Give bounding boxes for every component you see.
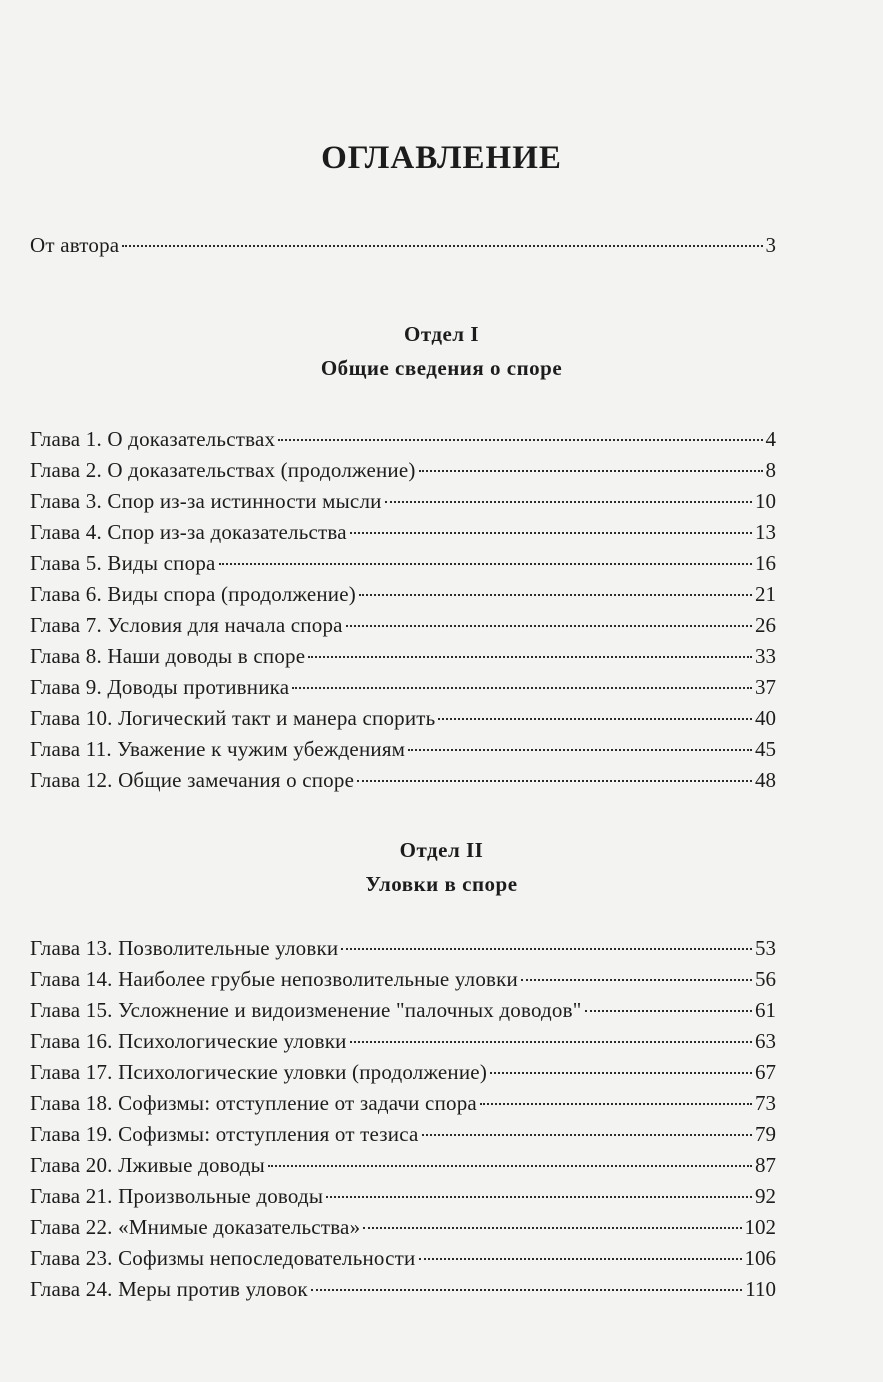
toc-entry-page: 4 bbox=[765, 427, 776, 451]
toc-entry-chapter bbox=[30, 734, 776, 764]
toc-entry-label: Глава 7. Условия для начала спора bbox=[30, 613, 343, 637]
section-1-name: Общие сведения о споре bbox=[320, 356, 563, 380]
toc-entry-label: От автора bbox=[30, 233, 120, 257]
toc-entry-page: 67 bbox=[755, 1060, 776, 1084]
section-2-name: Уловки в споре bbox=[365, 872, 518, 896]
toc-entry-label: Глава 1. О доказательствах bbox=[30, 427, 276, 451]
toc-entry-page: 10 bbox=[755, 489, 776, 513]
toc-entry-chapter bbox=[30, 641, 776, 671]
dot-leader bbox=[408, 748, 752, 751]
toc-entry-label: Глава 19. Софизмы: отступления от тезиса bbox=[30, 1122, 419, 1146]
toc-entry-label: Глава 17. Психологические уловки (продолжение) bbox=[30, 1060, 488, 1084]
dot-leader bbox=[350, 531, 752, 534]
toc-entry-page: 8 bbox=[765, 458, 776, 482]
toc-entry-chapter bbox=[30, 703, 776, 733]
toc-entry-page: 26 bbox=[755, 613, 776, 637]
toc-entry-label: Глава 18. Софизмы: отступление от задачи спора bbox=[30, 1091, 477, 1115]
toc-entry-label: Глава 15. Усложнение и видоизменение "палочных доводов" bbox=[30, 998, 582, 1022]
toc-entry-chapter bbox=[30, 486, 776, 516]
toc-entry-chapter bbox=[30, 548, 776, 578]
toc-entry-page: 48 bbox=[755, 768, 776, 792]
toc-entry-page: 16 bbox=[755, 551, 776, 575]
dot-leader bbox=[268, 1164, 752, 1167]
toc-entry-page: 13 bbox=[755, 520, 776, 544]
dot-leader bbox=[292, 686, 752, 689]
toc-entry-chapter bbox=[30, 579, 776, 609]
toc-entry-page: 87 bbox=[755, 1153, 776, 1177]
toc-entry-label: Глава 13. Позволительные уловки bbox=[30, 936, 339, 960]
toc-entry-label: Глава 23. Софизмы непоследовательности bbox=[30, 1246, 416, 1270]
toc-entry-chapter bbox=[30, 610, 776, 640]
toc-entry-chapter bbox=[30, 1150, 776, 1180]
dot-leader bbox=[422, 1133, 752, 1136]
toc-entry-page: 106 bbox=[744, 1246, 776, 1270]
toc-entry-label: Глава 12. Общие замечания о споре bbox=[30, 768, 355, 792]
toc-entry-chapter bbox=[30, 964, 776, 994]
toc-entry-chapter bbox=[30, 424, 776, 454]
toc-entry-page: 79 bbox=[755, 1122, 776, 1146]
toc-entry-page: 61 bbox=[755, 998, 776, 1022]
toc-entry-chapter bbox=[30, 1026, 776, 1056]
toc-entry-page: 3 bbox=[765, 233, 776, 257]
dot-leader bbox=[122, 244, 762, 247]
dot-leader bbox=[346, 624, 752, 627]
toc-entry-page: 53 bbox=[755, 936, 776, 960]
dot-leader bbox=[585, 1009, 752, 1012]
toc-entry-page: 33 bbox=[755, 644, 776, 668]
toc-entry-chapter bbox=[30, 455, 776, 485]
toc-entry-page: 63 bbox=[755, 1029, 776, 1053]
toc-entry-label: Глава 11. Уважение к чужим убеждениям bbox=[30, 737, 406, 761]
toc-entry-label: Глава 22. «Мнимые доказательства» bbox=[30, 1215, 361, 1239]
section-1-number: Отдел I bbox=[403, 322, 480, 346]
dot-leader bbox=[438, 717, 752, 720]
toc-entry-chapter bbox=[30, 1057, 776, 1087]
toc-entry-label: Глава 14. Наиболее грубые непозволительные уловки bbox=[30, 967, 518, 991]
toc-entry-chapter bbox=[30, 1212, 776, 1242]
toc-entry-label: Глава 20. Лживые доводы bbox=[30, 1153, 265, 1177]
toc-entry-chapter bbox=[30, 517, 776, 547]
dot-leader bbox=[311, 1288, 742, 1291]
toc-entry-chapter bbox=[30, 1119, 776, 1149]
toc-entry-chapter bbox=[30, 765, 776, 795]
dot-leader bbox=[480, 1102, 752, 1105]
toc-entry-chapter bbox=[30, 1243, 776, 1273]
toc-entry-chapter bbox=[30, 1181, 776, 1211]
section-2-number: Отдел II bbox=[399, 838, 484, 862]
toc-entry-label: Глава 4. Спор из-за доказательства bbox=[30, 520, 347, 544]
toc-entry-label: Глава 10. Логический такт и манера спорить bbox=[30, 706, 436, 730]
toc-entry-page: 73 bbox=[755, 1091, 776, 1115]
toc-entry-page: 21 bbox=[755, 582, 776, 606]
dot-leader bbox=[219, 562, 752, 565]
toc-entry-page: 40 bbox=[755, 706, 776, 730]
dot-leader bbox=[419, 469, 763, 472]
toc-entry-chapter bbox=[30, 1274, 776, 1304]
toc-entry-label: Глава 6. Виды спора (продолжение) bbox=[30, 582, 356, 606]
toc-entry-chapter bbox=[30, 995, 776, 1025]
toc-entry-label: Глава 21. Произвольные доводы bbox=[30, 1184, 324, 1208]
toc-entry-label: Глава 9. Доводы противника bbox=[30, 675, 290, 699]
dot-leader bbox=[363, 1226, 741, 1229]
toc-entry-chapter bbox=[30, 672, 776, 702]
dot-leader bbox=[521, 978, 752, 981]
toc-entry-label: Глава 8. Наши доводы в споре bbox=[30, 644, 306, 668]
toc-entry-chapter bbox=[30, 933, 776, 963]
toc-entry-chapter bbox=[30, 1088, 776, 1118]
toc-entry-label: Глава 24. Меры против уловок bbox=[30, 1277, 308, 1301]
toc-entry-page: 45 bbox=[755, 737, 776, 761]
toc-entry-label: Глава 2. О доказательствах (продолжение) bbox=[30, 458, 416, 482]
toc-entry-page: 92 bbox=[755, 1184, 776, 1208]
dot-leader bbox=[350, 1040, 752, 1043]
dot-leader bbox=[490, 1071, 752, 1074]
toc-entry-page: 56 bbox=[755, 967, 776, 991]
toc-entry-preface bbox=[30, 230, 776, 260]
dot-leader bbox=[385, 500, 752, 503]
toc-entry-label: Глава 5. Виды спора bbox=[30, 551, 216, 575]
dot-leader bbox=[359, 593, 752, 596]
toc-entry-page: 37 bbox=[755, 675, 776, 699]
dot-leader bbox=[341, 947, 752, 950]
dot-leader bbox=[419, 1257, 742, 1260]
dot-leader bbox=[357, 779, 752, 782]
toc-entry-page: 110 bbox=[745, 1277, 776, 1301]
toc-entry-label: Глава 3. Спор из-за истинности мысли bbox=[30, 489, 382, 513]
toc-entry-page: 102 bbox=[744, 1215, 776, 1239]
dot-leader bbox=[326, 1195, 752, 1198]
page-title: ОГЛАВЛЕНИЕ bbox=[321, 140, 562, 176]
toc-entry-label: Глава 16. Психологические уловки bbox=[30, 1029, 347, 1053]
dot-leader bbox=[308, 655, 752, 658]
dot-leader bbox=[278, 438, 762, 441]
